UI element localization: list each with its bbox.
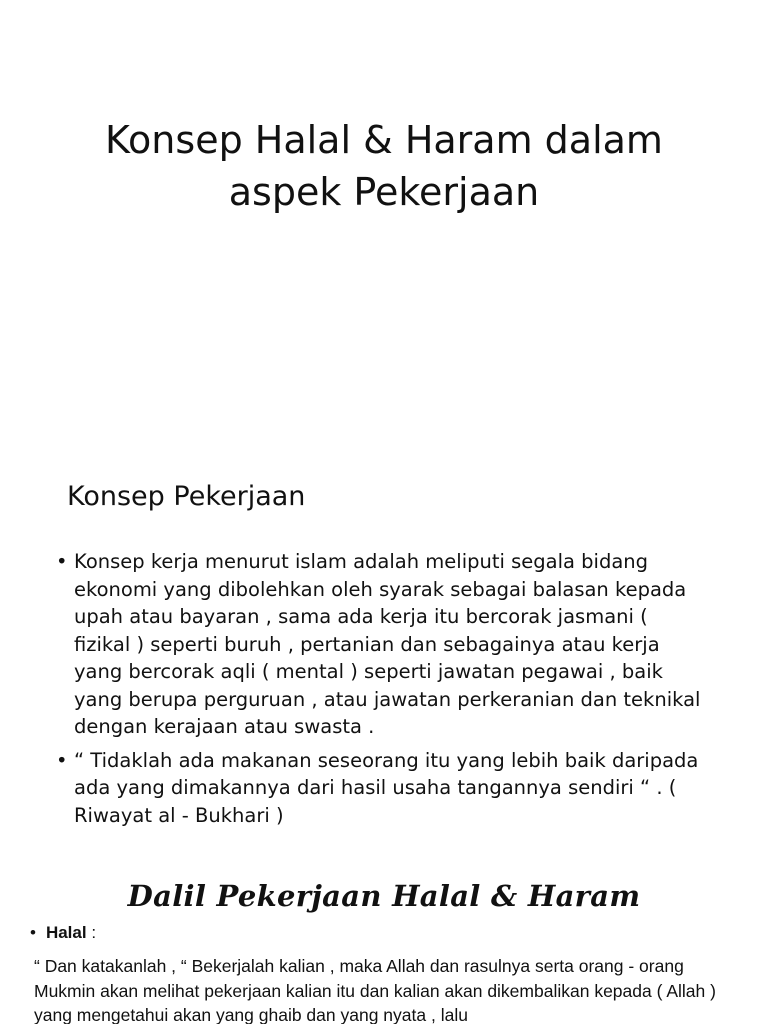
bullet-point-icon: • xyxy=(56,550,68,573)
dalil-slide xyxy=(0,844,768,1024)
slide-title xyxy=(40,114,728,218)
title-slide xyxy=(0,0,768,440)
slide-title-line-2: aspek Pekerjaan xyxy=(228,170,540,214)
bullet-list xyxy=(56,548,708,835)
bullet-item xyxy=(56,747,708,830)
halal-colon: : xyxy=(86,923,97,942)
bullet-text: “ Tidaklah ada makanan seseorang itu yang lebih baik daripada ada yang dimakannya dari hasil usaha tangannya sendiri “ . ( Riwayat al - Bukhari ) xyxy=(74,748,699,827)
slide-title-line-1: Konsep Halal & Haram dalam xyxy=(105,118,663,162)
quran-quote: “ Dan katakanlah , “ Bekerjalah kalian , maka Allah dan rasulnya serta orang - orang Mukmin akan melihat pekerjaan kalian itu dan kalian akan dikembalikan kepada ( Allah ) yang mengetahui akan yang ghaib dan yang nyata , lalu xyxy=(34,956,716,1024)
section-heading: Konsep Pekerjaan xyxy=(67,481,306,512)
bullet-point-icon: • xyxy=(30,923,36,942)
halal-bullet xyxy=(30,922,96,944)
dalil-heading: Dalil Pekerjaan Halal & Haram xyxy=(127,879,641,913)
konsep-pekerjaan-slide xyxy=(0,440,768,844)
bullet-text: Konsep kerja menurut islam adalah meliputi segala bidang ekonomi yang dibolehkan oleh syarak sebagai balasan kepada upah atau bayaran , sama ada kerja itu bercorak jasmani ( fizikal ) seperti buruh , pertanian dan sebagainya atau kerja yang bercorak aqli ( mental ) seperti jawatan pegawai , baik yang berupa perguruan , atau jawatan perkeranian dan teknikal dengan kerajaan atau swasta . xyxy=(74,550,701,738)
halal-label: Halal xyxy=(45,923,87,942)
bullet-point-icon: • xyxy=(56,748,68,772)
bullet-item xyxy=(56,548,708,741)
